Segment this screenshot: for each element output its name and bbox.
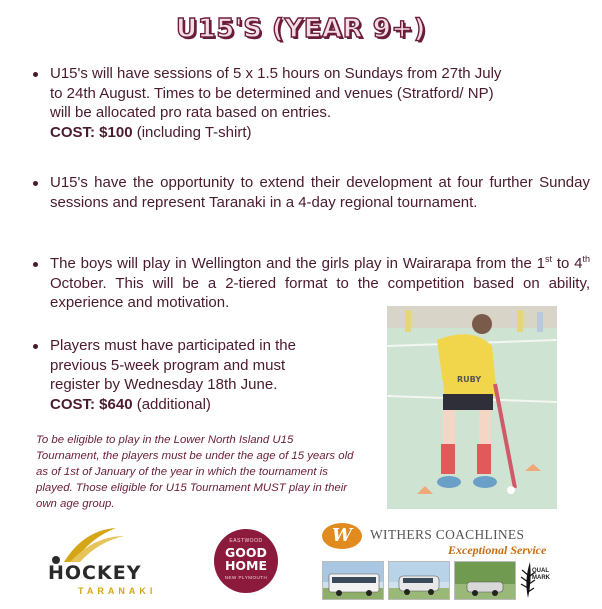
withers-badge: W [322, 523, 362, 549]
cost-note: (additional) [132, 395, 211, 413]
qualmark-text: QUAL MARK [532, 568, 550, 581]
hockey-player-photo [387, 306, 557, 509]
bullet-development [50, 173, 590, 212]
bullet-tournament [50, 254, 590, 313]
bullet-registration [50, 336, 370, 414]
bullet-text: U15's will have sessions of 5 x 1.5 hours on Sundays from 27th July [50, 65, 502, 82]
page-title: U15'S (YEAR 9+) [176, 14, 426, 44]
bullet-text: U15's have the opportunity to extend their development at four further Sunday sessions and represent Taranaki in a 4-day regional tournament. [50, 174, 590, 211]
bullet-dot [33, 181, 38, 186]
cost-label: COST: $640 [50, 395, 133, 413]
qualmark-logo [518, 558, 558, 603]
coach-photo [322, 561, 384, 600]
cost-label: COST: $100 [50, 123, 133, 141]
good-home-bottom-text: NEW PLYMOUTH [224, 575, 268, 580]
withers-tagline: Exceptional Service [448, 543, 547, 557]
shirt-name: RUBY [457, 375, 482, 384]
bullet-text: The boys will play in Wellington and the girls play in Wairarapa from the 1st to 4th October. This will be a 2-tiered format to the competition based on ability, experience and motivation. [50, 254, 590, 311]
hockey-taranaki-logo [44, 526, 174, 596]
car-photo [454, 561, 516, 600]
cost-line [50, 395, 370, 415]
taranaki-wordmark: TARANAKI [78, 586, 157, 596]
bullet-dot [33, 262, 38, 267]
hockey-wordmark: HOCKEY [48, 562, 142, 584]
cost-note: (including T-shirt) [132, 123, 252, 141]
bullet-text: Players must have participated in the [50, 337, 296, 354]
cost-line [50, 123, 590, 143]
bullet-text: to 24th August. Times to be determined and venues (Stratford/ NP) [50, 84, 494, 102]
bullet-sessions [50, 64, 590, 142]
bullet-text: will be allocated pro rata based on entries. [50, 104, 332, 121]
good-home-top-text: EASTWOOD [229, 538, 263, 544]
van-photo [388, 561, 450, 600]
eligibility-note: To be eligible to play in the Lower North Island U15 Tournament, the players must be under the age of 15 years old as of 1st of January of the year in which the tournament is played. Those eligible for U15 Tournament MUST play in their own age group. [36, 434, 354, 510]
bullet-text: register by Wednesday 18th June. [50, 376, 278, 393]
withers-coachlines-logo [322, 523, 572, 603]
hockey-logo-swoosh [44, 526, 174, 566]
bullet-dot [33, 344, 38, 349]
withers-name: WITHERS COACHLINES [370, 527, 525, 542]
bullet-text: previous 5-week program and must [50, 356, 286, 374]
good-home-logo [214, 529, 278, 593]
good-home-title: GOOD HOME [224, 545, 268, 573]
bullet-dot [33, 72, 38, 77]
